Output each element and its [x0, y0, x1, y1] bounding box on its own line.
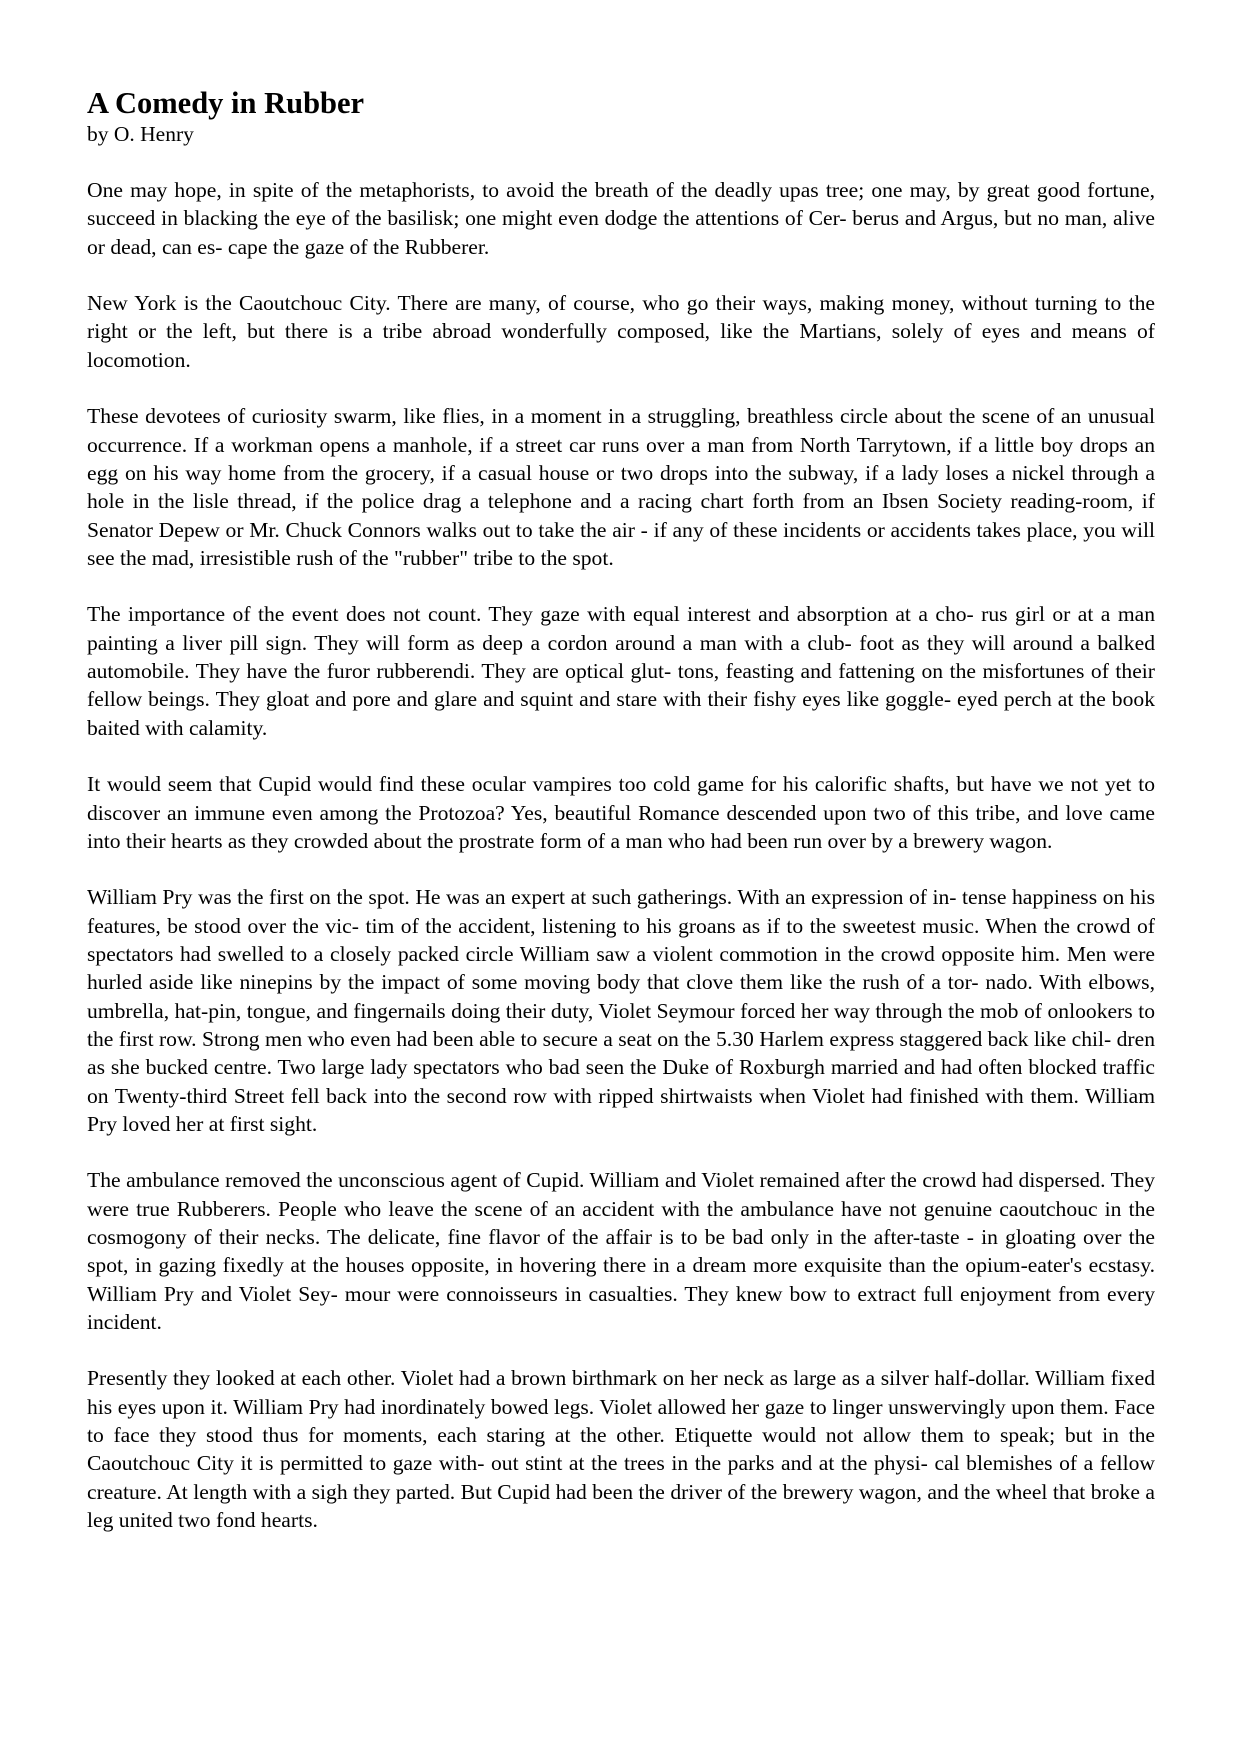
paragraph: Presently they looked at each other. Violet had a brown birthmark on her neck as large as a silver half-dollar. William fixed his eyes upon it. William Pry had inordinately bowed legs. Violet allowed her gaze to linger unswervingly upon them. Face to face they stood thus for moments, each staring at the other. Etiquette would not allow them to speak; but in the Caoutchouc City it is permitted to gaze with- out stint at the trees in the parks and at the physi- cal blemishes of a fellow creature. At length with a sigh they parted. But Cupid had been the driver of the brewery wagon, and the wheel that broke a leg united two fond hearts. — [87, 1366, 1155, 1532]
document-byline: by O. Henry — [87, 122, 194, 146]
paragraph: The ambulance removed the unconscious agent of Cupid. William and Violet remained after the crowd had dispersed. They were true Rubberers. People who leave the scene of an accident with the ambulance have not genuine caoutchouc in the cosmogony of their necks. The delicate, fine flavor of the affair is to be bad only in the after-taste - in gloating over the spot, in gazing fixedly at the houses opposite, in hovering there in a dream more exquisite than the opium-eater's ecstasy. William Pry and Violet Sey- mour were connoisseurs in casualties. They knew bow to extract full enjoyment from every incident. — [87, 1168, 1155, 1334]
paragraph: William Pry was the first on the spot. He was an expert at such gatherings. With an expression of in- tense happiness on his features, be stood over the vic- tim of the accident, listening to his groans as if to the sweetest music. When the crowd of spectators had swelled to a closely packed circle William saw a violent commotion in the crowd opposite him. Men were hurled aside like ninepins by the impact of some moving body that clove them like the rush of a tor- nado. With elbows, umbrella, hat-pin, tongue, and fingernails doing their duty, Violet Seymour forced her way through the mob of onlookers to the first row. Strong men who even had been able to secure a seat on the 5.30 Harlem express staggered back like chil- dren as she bucked centre. Two large lady spectators who bad seen the Duke of Roxburgh married and had often blocked traffic on Twenty-third Street fell back into the second row with ripped shirtwaists when Violet had finished with them. William Pry loved her at first sight. — [87, 885, 1155, 1136]
document-title: A Comedy in Rubber — [87, 86, 365, 120]
paragraph: It would seem that Cupid would find these ocular vampires too cold game for his calorific shafts, but have we not yet to discover an immune even among the Protozoa? Yes, beautiful Romance descended upon two of this tribe, and love came into their hearts as they crowded about the prostrate form of a man who had been run over by a brewery wagon. — [87, 772, 1155, 853]
paragraph: These devotees of curiosity swarm, like flies, in a moment in a struggling, breathless circle about the scene of an unusual occurrence. If a workman opens a manhole, if a street car runs over a man from North Tarrytown, if a little boy drops an egg on his way home from the grocery, if a casual house or two drops into the subway, if a lady loses a nickel through a hole in the lisle thread, if the police drag a telephone and a racing chart forth from an Ibsen Society reading-room, if Senator Depew or Mr. Chuck Connors walks out to take the air - if any of these incidents or accidents takes place, you will see the mad, irresistible rush of the "rubber" tribe to the spot. — [87, 404, 1155, 570]
paragraph: One may hope, in spite of the metaphorists, to avoid the breath of the deadly upas tree; one may, by great good fortune, succeed in blacking the eye of the basilisk; one might even dodge the attentions of Cer- berus and Argus, but no man, alive or dead, can es- cape the gaze of the Rubberer. — [87, 178, 1155, 259]
paragraph: New York is the Caoutchouc City. There are many, of course, who go their ways, making money, without turning to the right or the left, but there is a tribe abroad wonderfully composed, like the Martians, solely of eyes and means of locomotion. — [87, 291, 1155, 372]
document-page — [87, 86, 1155, 1563]
paragraph: The importance of the event does not count. They gaze with equal interest and absorption at a cho- rus girl or at a man painting a liver pill sign. They will form as deep a cordon around a man with a club- foot as they will around a balked automobile. They have the furor rubberendi. They are optical glut- tons, feasting and fattening on the misfortunes of their fellow beings. They gloat and pore and glare and squint and stare with their fishy eyes like goggle- eyed perch at the book baited with calamity. — [87, 602, 1155, 740]
